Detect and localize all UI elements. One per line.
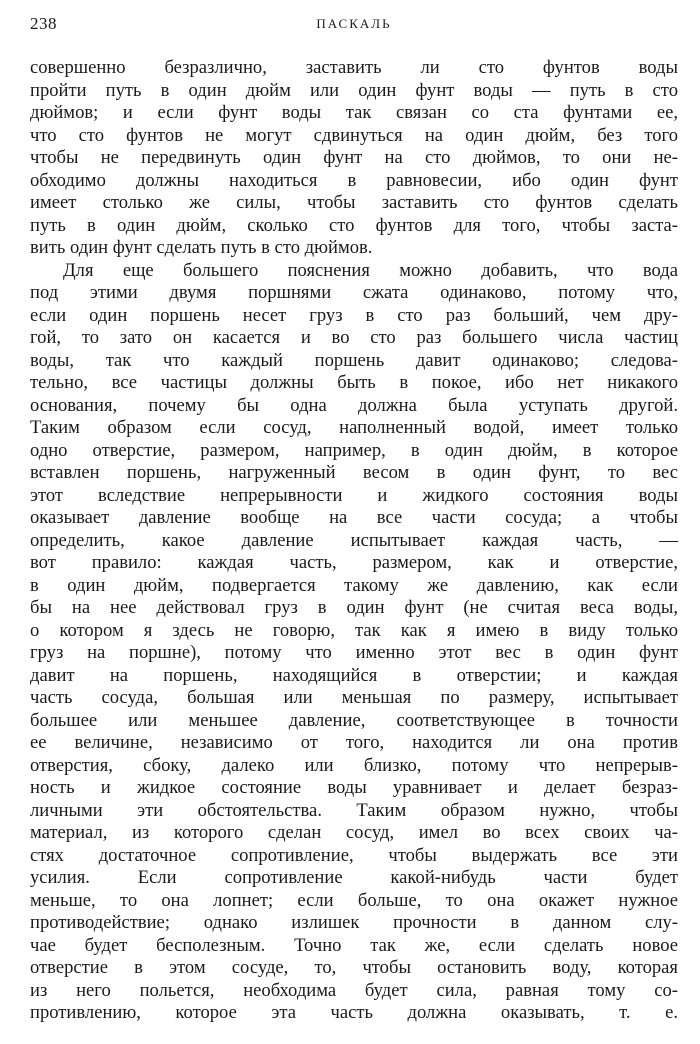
text-line: усилия. Если сопротивление какой-нибудь части будет xyxy=(30,867,678,888)
body-text xyxy=(30,57,678,1025)
text-line: совершенно безразлично, заставить ли сто фунтов воды xyxy=(30,57,678,78)
page-number: 238 xyxy=(30,14,57,33)
text-line: определить, какое давление испытывает каждая часть, — xyxy=(30,529,678,551)
text-line: вот правило: каждая часть, размером, как и отверстие, xyxy=(30,552,678,573)
text-line: противодействие; однако излишек прочности в данном слу- xyxy=(30,912,678,933)
text-line: вить один фунт сделать путь в сто дюймов. xyxy=(30,237,373,258)
text-line: Для еще большего пояснения можно добавить, что вода xyxy=(63,259,678,281)
text-line: большее или меньшее давление, соответствующее в точности xyxy=(30,709,678,731)
text-line: бы на нее действовал груз в один фунт (не считая веса воды, xyxy=(30,597,678,618)
paragraph xyxy=(30,57,678,260)
text-line: обходимо должны находиться в равновесии, ибо один фунт xyxy=(30,169,678,191)
book-page xyxy=(30,0,678,1044)
text-line: давит на поршень, находящийся в отверстии; и каждая xyxy=(30,664,678,686)
text-line: этот вследствие непрерывности и жидкого состояния воды xyxy=(30,484,678,506)
text-line: ность и жидкое состояние воды уравнивает и делает безраз- xyxy=(30,777,678,798)
paragraph xyxy=(30,260,678,1025)
text-line: пройти путь в один дюйм или один фунт воды — путь в сто xyxy=(30,79,678,101)
running-title: ПАСКАЛЬ xyxy=(316,16,392,31)
text-line: вставлен поршень, нагруженный весом в один фунт, то вес xyxy=(30,462,678,483)
text-line: личными эти обстоятельства. Таким образом нужно, чтобы xyxy=(30,799,678,821)
text-line: дюймов; и если фунт воды так связан со ста фунтами ее, xyxy=(30,102,678,123)
text-line: из него польется, необходима будет сила, равная тому со- xyxy=(30,979,678,1001)
text-line: часть сосуда, большая или меньшая по размеру, испытывает xyxy=(30,687,678,708)
text-line: отверстия, сбоку, далеко или близко, потому что непрерыв- xyxy=(30,754,678,776)
running-head xyxy=(30,0,678,50)
text-line: груз на поршне), потому что именно этот вес в один фунт xyxy=(30,642,678,663)
text-line: оказывает давление вообще на все части сосуда; а чтобы xyxy=(30,507,678,528)
text-line: ее величине, независимо от того, находится ли она против xyxy=(30,732,678,753)
text-line: путь в один дюйм, сколько сто фунтов для того, чтобы заста- xyxy=(30,214,678,236)
text-line: тельно, все частицы должны быть в покое, ибо нет никакого xyxy=(30,372,678,393)
text-line: одно отверстие, размером, например, в один дюйм, в которое xyxy=(30,439,678,461)
text-line: гой, то зато он касается и во сто раз большего числа частиц xyxy=(30,327,678,348)
text-line: что сто фунтов не могут сдвинуться на один дюйм, без того xyxy=(30,124,678,146)
text-line: имеет столько же силы, чтобы заставить сто фунтов сделать xyxy=(30,192,678,213)
text-line: Таким образом если сосуд, наполненный водой, имеет только xyxy=(30,417,678,438)
text-line: отверстие в этом сосуде, то, чтобы остановить воду, которая xyxy=(30,957,678,978)
text-line: меньше, то она лопнет; если больше, то она окажет нужное xyxy=(30,889,678,911)
text-line: основания, почему бы одна должна была уступать другой. xyxy=(30,394,678,416)
text-line: в один дюйм, подвергается такому же давлению, как если xyxy=(30,574,678,596)
text-line: если один поршень несет груз в сто раз больший, чем дру- xyxy=(30,304,678,326)
text-line: о котором я здесь не говорю, так как я имею в виду только xyxy=(30,619,678,641)
text-line: противлению, которое эта часть должна оказывать, т. е. xyxy=(30,1002,678,1023)
text-line: воды, так что каждый поршень давит одинаково; следова- xyxy=(30,349,678,371)
text-line: материал, из которого сделан сосуд, имел во всех своих ча- xyxy=(30,822,678,843)
text-line: чае будет бесполезным. Точно так же, если сделать новое xyxy=(30,934,678,956)
text-line: чтобы не передвинуть один фунт на сто дюймов, то они не- xyxy=(30,147,678,168)
text-line: под этими двумя поршнями сжата одинаково, потому что, xyxy=(30,282,678,303)
text-line: стях достаточное сопротивление, чтобы выдержать все эти xyxy=(30,844,678,866)
